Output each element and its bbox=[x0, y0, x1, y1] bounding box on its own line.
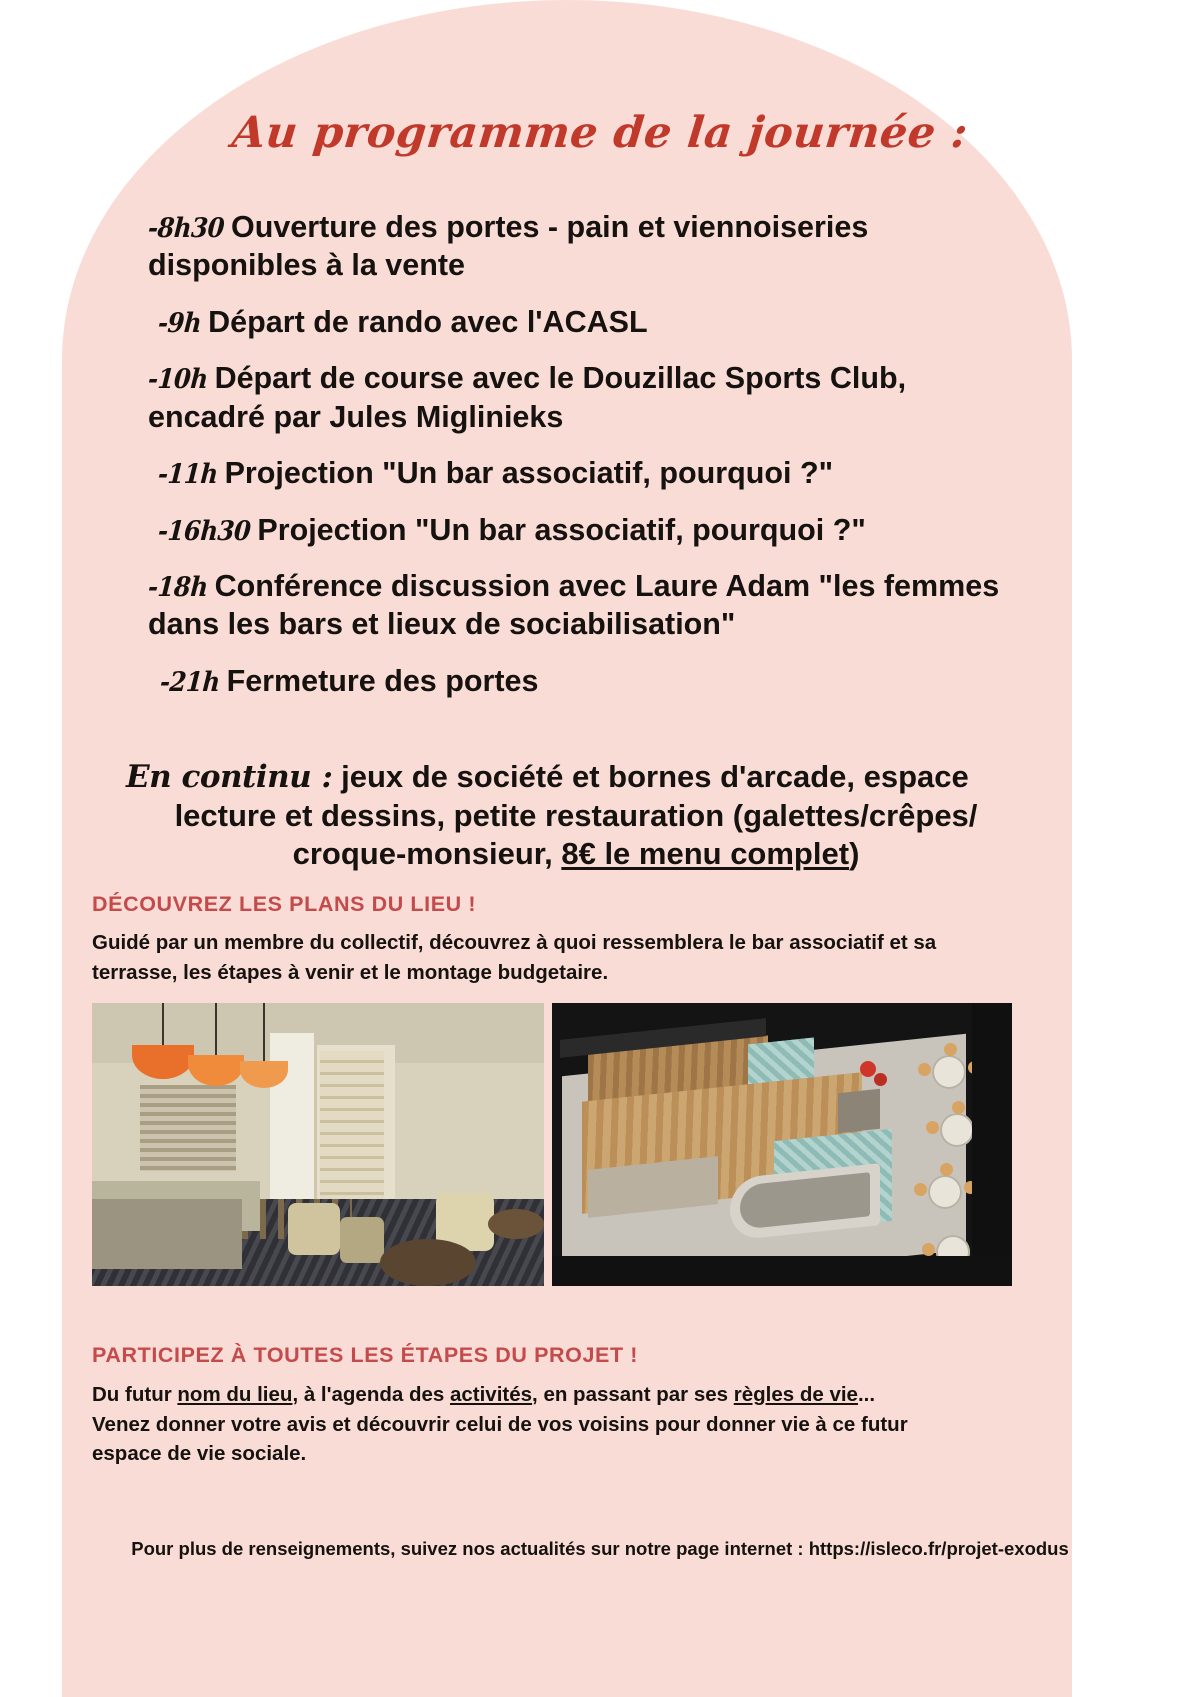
footer-contact: Pour plus de renseignements, suivez nos actualités sur notre page internet : https://isleco.fr/projet-exodus bbox=[131, 1538, 1069, 1559]
schedule-list bbox=[148, 208, 1008, 718]
participez-line3: espace de vie sociale. bbox=[92, 1442, 307, 1466]
schedule-item bbox=[158, 511, 1008, 549]
continu-line3-suffix: ) bbox=[849, 835, 860, 871]
participez-text-a: Du futur bbox=[92, 1383, 178, 1406]
schedule-item bbox=[160, 662, 1008, 700]
schedule-text: Conférence discussion avec Laure Adam "les femmes dans les bars et lieux de sociabilisation" bbox=[148, 568, 1000, 642]
schedule-time: -18h bbox=[146, 571, 209, 603]
schedule-time: -11h bbox=[156, 459, 219, 491]
continu-price: 8€ le menu complet bbox=[561, 835, 850, 871]
continu-line3-prefix: croque-monsieur, bbox=[292, 835, 562, 871]
schedule-time: -8h30 bbox=[146, 213, 226, 244]
continuous-activities bbox=[126, 758, 1026, 872]
schedule-item bbox=[158, 303, 1008, 341]
schedule-item bbox=[158, 454, 1008, 492]
schedule-item bbox=[148, 567, 1008, 644]
section-body-participez bbox=[92, 1380, 1022, 1469]
schedule-time: -16h30 bbox=[156, 515, 252, 547]
participez-link-nom: nom du lieu bbox=[177, 1383, 293, 1406]
participez-line2: Venez donner votre avis et découvrir celui de vos voisins pour donner vie à ce futur bbox=[92, 1412, 908, 1436]
schedule-time: -10h bbox=[146, 364, 209, 396]
continu-label: En continu : bbox=[126, 759, 333, 795]
render-images bbox=[92, 1003, 1012, 1286]
schedule-text: Ouverture des portes - pain et viennoiseries disponibles à la vente bbox=[148, 210, 869, 283]
section-heading-plans: DÉCOUVREZ LES PLANS DU LIEU ! bbox=[92, 892, 477, 916]
schedule-text: Projection "Un bar associatif, pourquoi ?" bbox=[257, 512, 866, 547]
schedule-text: Projection "Un bar associatif, pourquoi ?" bbox=[224, 456, 834, 491]
continu-line1: jeux de société et bornes d'arcade, espace bbox=[341, 759, 969, 794]
schedule-text: Fermeture des portes bbox=[226, 663, 539, 698]
schedule-item bbox=[148, 359, 1008, 436]
continu-line2: lecture et dessins, petite restauration (galettes/crêpes/ bbox=[174, 797, 978, 833]
section-body-plans: Guidé par un membre du collectif, découvrez à quoi ressemblera le bar associatif et sa terrasse, les étapes à venir et le montage budgetaire. bbox=[92, 931, 937, 984]
schedule-time: -21h bbox=[158, 666, 221, 698]
participez-text-d: ... bbox=[857, 1383, 876, 1406]
participez-link-regles: règles de vie bbox=[733, 1383, 858, 1406]
participez-link-activites: activités bbox=[449, 1383, 533, 1406]
schedule-text: Départ de rando avec l'ACASL bbox=[208, 304, 648, 339]
section-heading-participez: PARTICIPEZ À TOUTES LES ÉTAPES DU PROJET ! bbox=[92, 1343, 639, 1367]
schedule-item bbox=[148, 208, 1008, 285]
participez-text-c: , en passant par ses bbox=[532, 1383, 734, 1406]
page-title: Au programme de la journée : bbox=[229, 108, 971, 158]
floor-plan-render bbox=[552, 1003, 1012, 1286]
schedule-time: -9h bbox=[156, 307, 203, 339]
participez-text-b: , à l'agenda des bbox=[292, 1383, 450, 1406]
bar-interior-render bbox=[92, 1003, 544, 1286]
schedule-text: Départ de course avec le Douzillac Sports Club, encadré par Jules Miglinieks bbox=[148, 361, 907, 434]
